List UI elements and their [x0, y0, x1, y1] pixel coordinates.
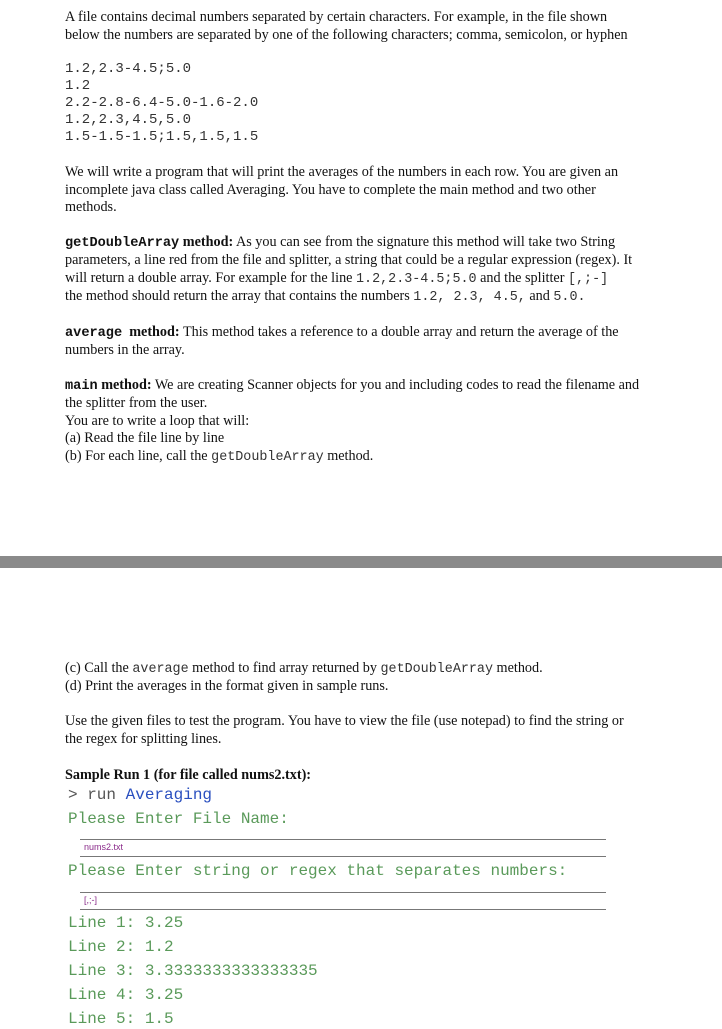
file-line-4: 1.2,2.3,4.5,5.0 — [65, 112, 192, 128]
example-numbers-code: 1.2, 2.3, 4.5, — [413, 290, 526, 305]
example-splitter-code: [,;-] — [567, 272, 609, 287]
splitter-input[interactable] — [80, 892, 606, 910]
text-span: and the splitter — [476, 270, 568, 286]
sample-run-title: Sample Run 1 (for file called nums2.txt): — [65, 767, 312, 783]
intro-line-2: below the numbers are separated by one of the following characters; comma, semicolon, or hyphen — [65, 27, 628, 43]
average-text: This method takes a reference to a double array and return the average of the — [179, 324, 619, 340]
text-span: and — [525, 288, 554, 304]
file-name-input[interactable] — [80, 839, 606, 857]
console-output-line-5: Line 5: 1.5 — [68, 1010, 174, 1028]
step-c — [65, 660, 687, 678]
console-output-line-3: Line 3: 3.3333333333333335 — [68, 962, 318, 980]
getdoublearray-line-4 — [65, 288, 687, 306]
text-span: method to find array returned by — [188, 660, 381, 676]
main-step-a: (a) Read the file line by line — [65, 430, 225, 446]
para2-line-1: We will write a program that will print the averages of the numbers in each row. You are given an — [65, 164, 619, 180]
main-line-1 — [65, 377, 687, 395]
getdoublearray-line-1 — [65, 234, 687, 252]
getdoublearray-line-3 — [65, 270, 687, 288]
average-line-2: numbers in the array. — [65, 342, 185, 358]
console-ask-file: Please Enter File Name: — [68, 810, 289, 828]
text-span: will return a double array. For example for the line — [65, 270, 357, 286]
getdoublearray-line-2: parameters, a line red from the file and splitter, a string that could be a regular expression (regex). It — [65, 252, 633, 268]
file-name-value: nums2.txt — [84, 842, 124, 852]
para2-line-2: incomplete java class called Averaging. You have to complete the main method and two other — [65, 182, 596, 198]
main-line-3: You are to write a loop that will: — [65, 413, 250, 429]
splitter-value: [,;-] — [84, 895, 97, 905]
use-files-line-1: Use the given files to test the program. You have to view the file (use notepad) to find the string or — [65, 713, 624, 729]
use-files-line-2: the regex for splitting lines. — [65, 731, 222, 747]
example-last-number-code: 5.0. — [553, 290, 586, 305]
main-step-b — [65, 448, 687, 466]
text-span: method. — [323, 448, 374, 464]
main-text: We are creating Scanner objects for you and including codes to read the filename and — [151, 377, 640, 393]
page-divider — [0, 556, 722, 568]
getdoublearray-text: As you can see from the signature this method will take two String — [233, 234, 616, 250]
method-label: method: — [97, 377, 152, 393]
para2-line-3: methods. — [65, 199, 117, 215]
file-line-1: 1.2,2.3-4.5;5.0 — [65, 61, 192, 77]
text-span: (c) Call the — [65, 660, 133, 676]
average-line-1 — [65, 324, 687, 342]
step-d: (d) Print the averages in the format given in sample runs. — [65, 678, 389, 694]
main-line-2: the splitter from the user. — [65, 395, 208, 411]
main-heading: main — [65, 379, 98, 394]
method-label: method: — [179, 234, 234, 250]
method-label: method: — [122, 324, 180, 340]
file-line-5: 1.5-1.5-1.5;1.5,1.5,1.5 — [65, 129, 259, 145]
file-line-3: 2.2-2.8-6.4-5.0-1.6-2.0 — [65, 95, 259, 111]
document-page-2 — [0, 568, 722, 1028]
getdoublearray-heading: getDoubleArray — [65, 236, 180, 251]
average-code: average — [132, 662, 189, 677]
console-command-line — [68, 785, 212, 805]
getdoublearray-code: getDoubleArray — [211, 450, 324, 465]
console-output-line-2: Line 2: 1.2 — [68, 938, 174, 956]
example-line-code: 1.2,2.3-4.5;5.0 — [356, 272, 477, 287]
getdoublearray-code: getDoubleArray — [380, 662, 493, 677]
console-command: Averaging — [125, 786, 213, 804]
text-span: the method should return the array that contains the numbers — [65, 288, 414, 304]
console-output-line-4: Line 4: 3.25 — [68, 986, 184, 1004]
console-prompt: > run — [68, 786, 126, 804]
average-heading: average — [65, 326, 123, 341]
file-line-2: 1.2 — [65, 78, 91, 94]
text-span: (b) For each line, call the — [65, 448, 212, 464]
text-span: method. — [493, 660, 543, 676]
intro-line-1: A file contains decimal numbers separated by certain characters. For example, in the file shown — [65, 9, 608, 25]
console-ask-splitter: Please Enter string or regex that separates numbers: — [68, 862, 568, 880]
console-output-line-1: Line 1: 3.25 — [68, 914, 184, 932]
